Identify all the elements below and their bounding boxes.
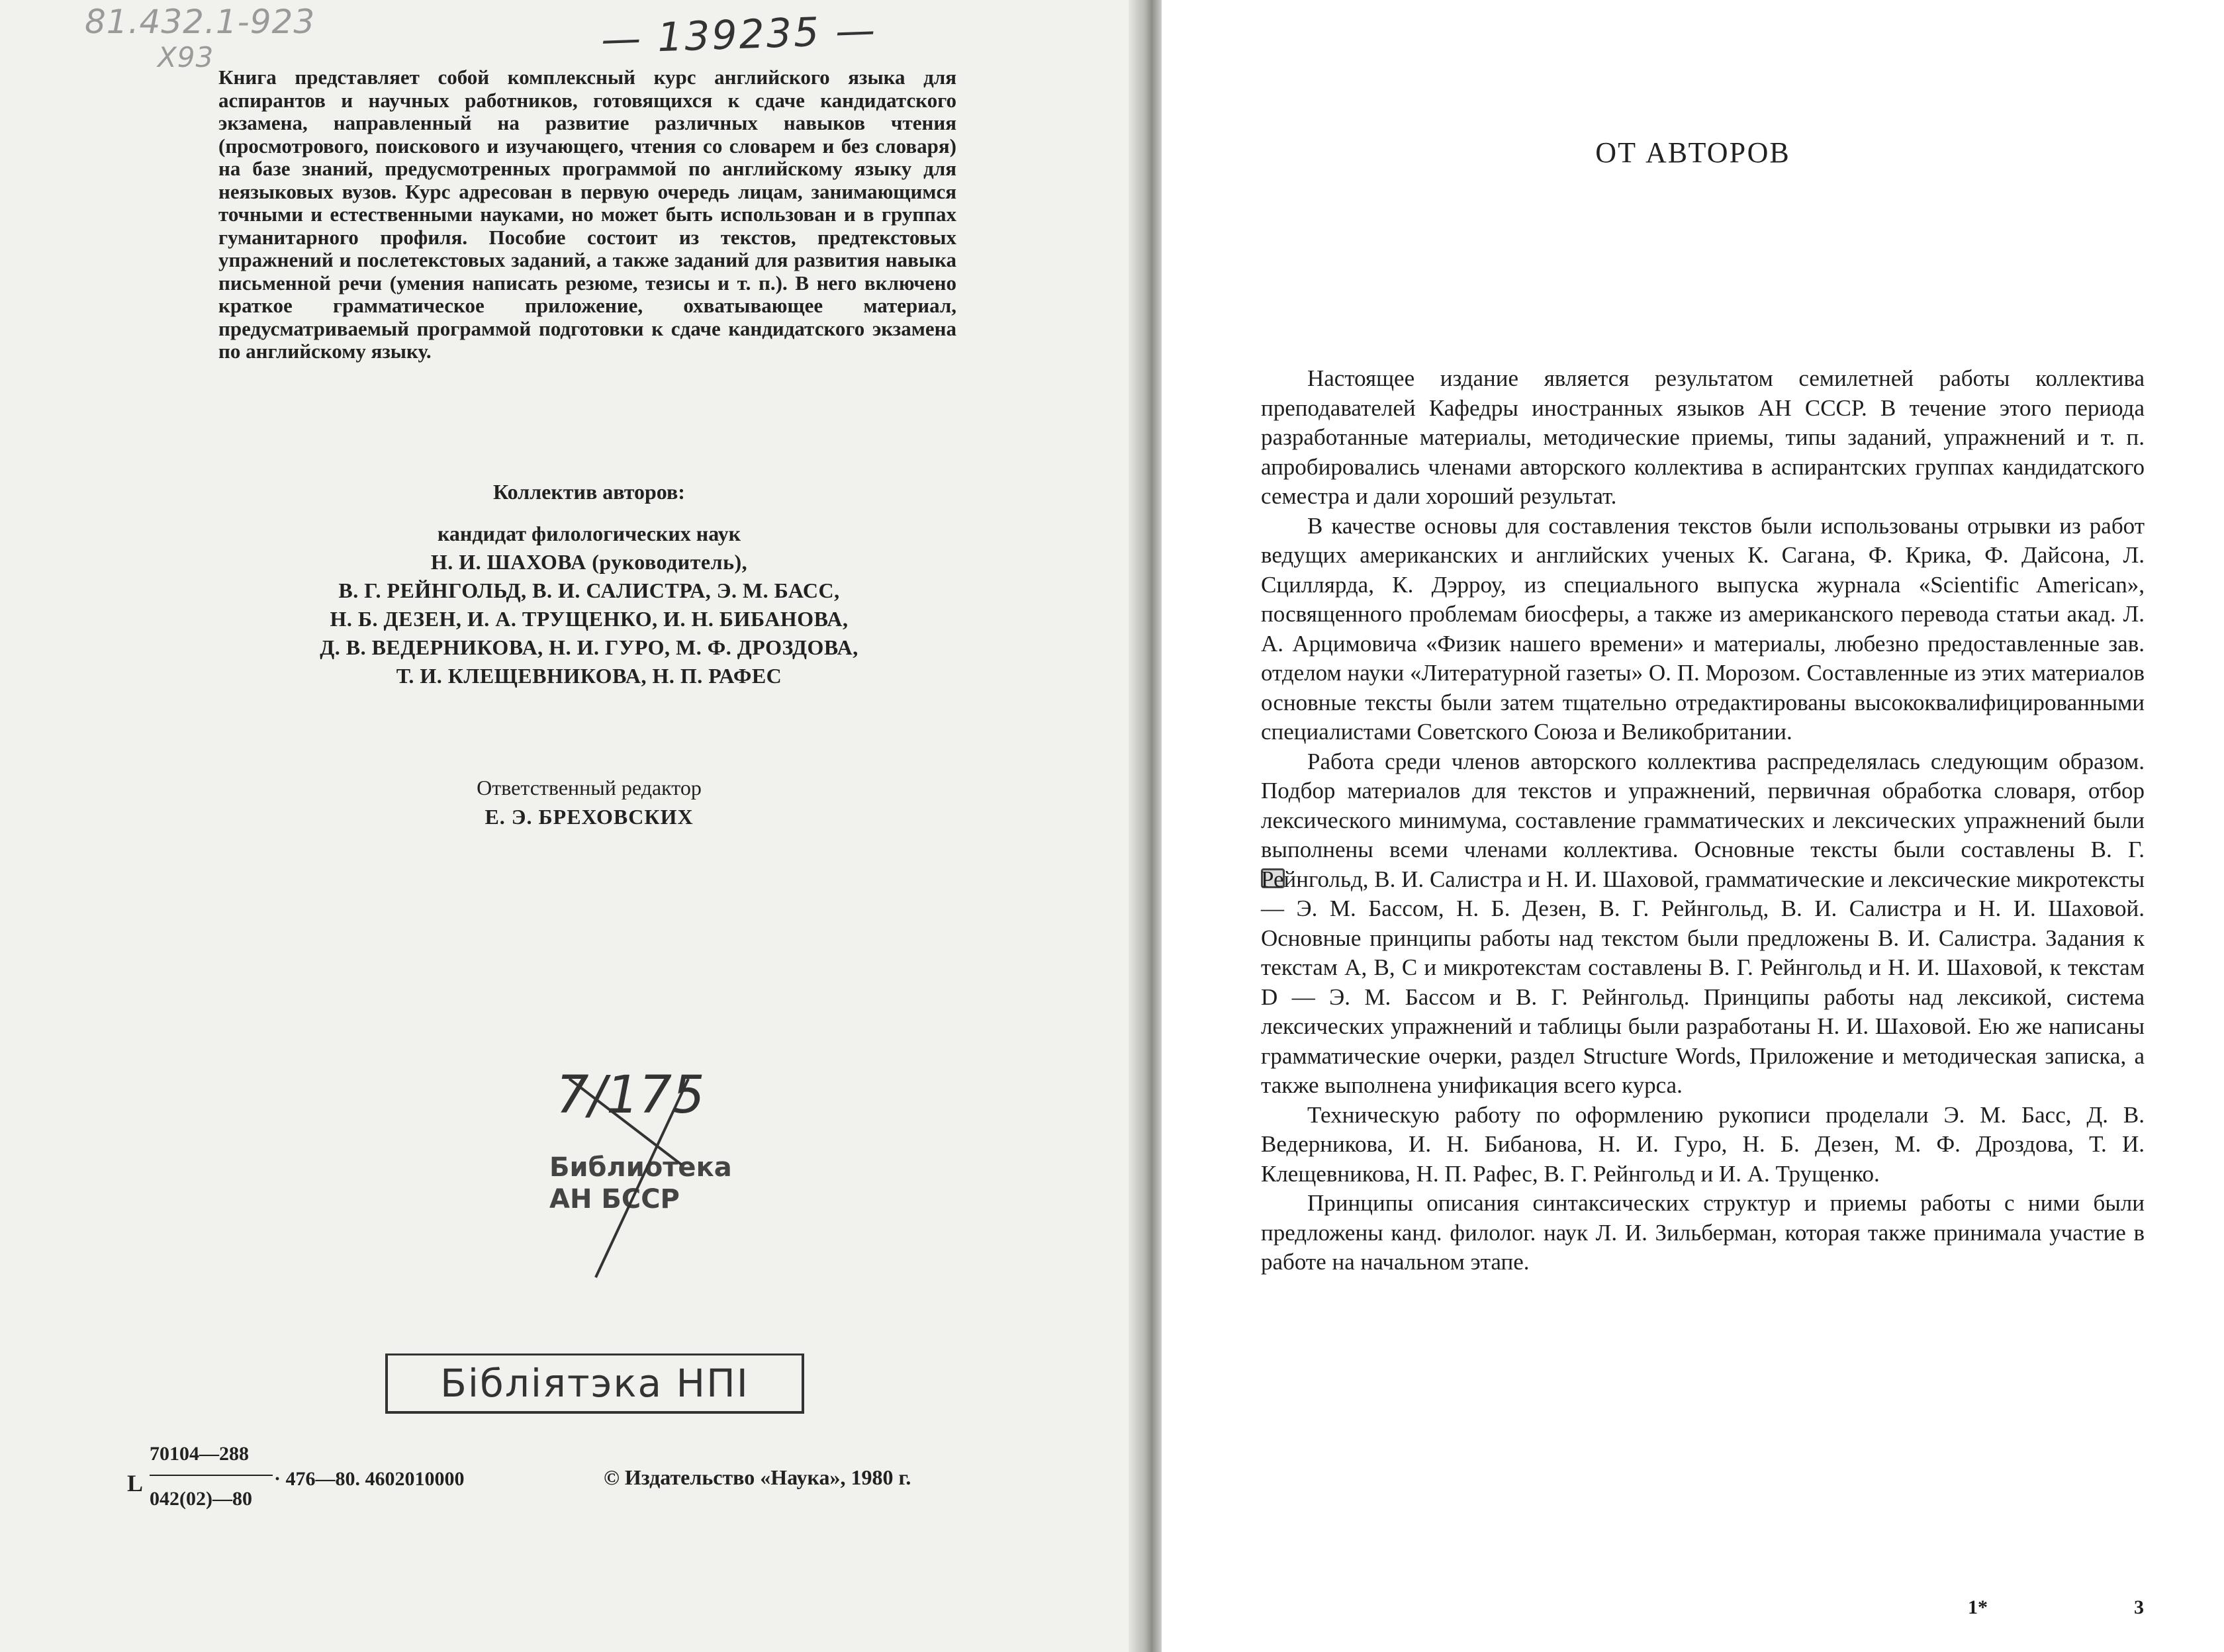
library-box-stamp: Бібліятэка НПІ [385,1354,804,1414]
shelf-code-handwritten: 81.432.1-923 [85,3,316,41]
imprint-rest: · 476—80. 4602010000 [274,1468,465,1490]
fraction-bar [150,1475,273,1476]
author-line: Д. В. ВЕДЕРНИКОВА, Н. И. ГУРО, М. Ф. ДРОЗДОВА, [320,635,858,659]
imprint-numerator: 70104—288 [150,1443,249,1465]
author-line: Т. И. КЛЕЩЕВНИКОВА, Н. П. РАФЕС [396,664,782,688]
library-stamp [530,1066,748,1284]
imprint-denominator: 042(02)—80 [150,1488,252,1510]
page-number: 3 [2134,1596,2144,1618]
author-line: Н. Б. ДЕЗЕН, И. А. ТРУЩЕНКО, И. Н. БИБАНОВА, [330,607,849,631]
preface-paragraph: Техническую работу по оформлению рукописи проделали Э. М. Басс, Д. В. Ведерникова, И. Н. Бибанова, Н. И. Гуро, Н. Б. Дезен, М. Ф. Дроздова, Т. И. Клещевникова, Н. П. Рафес, В. Г. Рейнгольд и И. А. Трущенко. [1261,1101,2145,1187]
signature-mark: 1* [1968,1596,1988,1618]
library-stamp-number: 7/175 [556,1066,705,1125]
preface-body [1261,364,2145,1277]
preface-paragraph: Принципы описания синтаксических структур и приемы работы с ними были предложены канд. филолог. наук Л. И. Зильберман, которая также принимала участие в работе на начальном этапе. [1261,1190,2145,1275]
library-stamp-line2: АН БССР [549,1184,680,1215]
page-title: ОТ АВТОРОВ [1595,136,1790,169]
authors-label: Коллектив авторов: [493,480,685,504]
editor-name: Е. Э. БРЕХОВСКИХ [485,805,694,829]
preface-paragraph: Настоящее издание является результатом семилетней работы коллектива преподавателей Кафедры иностранных языков АН СССР. В течение этого периода разработанные материалы, методические приемы, типы заданий, упражнений и т. п. апробировались членами авторского коллектива в аспирантских группах кандидатского семестра и дали хороший результат. [1261,365,2145,509]
editor-block [199,773,980,831]
stamp-strike-lines [530,1066,748,1284]
shelf-code2-handwritten: X93 [158,41,214,73]
abstract-text: Книга представляет собой комплексный курс английского языка для аспирантов и научных работников, готовящихся к сдаче кандидатского экзамена, направленный на развитие различных навыков чтения (просмотрового, поискового и изучающего, чтения со словарем и без словаря) на базе знаний, предусмотренных программой по английскому языку для неязыковых вузов. Курс адресован в первую очередь лицам, занимающимся точными и естественными науками, но может быть использован и в группах гуманитарного профиля. Пособие состоит из текстов, предтекстовых упражнений и послетекстовых заданий, а также заданий для развития навыка письменной речи (умения написать резюме, тезисы и т. п.). В него включено краткое грамматическое приложение, охватывающее материал, предусматриваемый программой подготовки к сдаче кандидатского экзамена по английскому языку. [218,66,956,363]
inventory-number-handwritten: — 139235 — [600,7,878,64]
authors-block [199,478,980,690]
lead-author: Н. И. ШАХОВА (руководитель), [430,550,748,574]
author-degree: кандидат филологических наук [437,522,741,545]
library-stamp-line1: Библиотека [549,1152,732,1183]
imprint-letter: L [127,1470,144,1496]
preface-paragraph: В качестве основы для составления текстов были использованы отрывки из работ ведущих американских и английских ученых К. Сагана, Ф. Крика, Ф. Дайсона, Л. Сциллярда, К. Дэрроу, из специального выпуска журнала «Scientific American», посвященного проблемам биосферы, а также из американского перевода статьи акад. Л. А. Арцимовича «Физик нашего времени» и материалы, любезно предоставленные зав. отделом науки «Литературной газеты» О. П. Морозом. Составленные из этих материалов основные тексты были затем тщательно отредактированы высококвалифицированными специалистами Советского Союза и Великобритании. [1261,512,2145,745]
copyright-line: © Издательство «Наука», 1980 г. [604,1465,911,1489]
author-line: В. Г. РЕЙНГОЛЬД, В. И. САЛИСТРА, Э. М. БАСС, [338,578,840,602]
editor-label: Ответственный редактор [477,776,702,800]
preface-paragraph: Работа среди членов авторского коллектива распределялась следующим образом. Подбор материалов для текстов и упражнений, первичная обработка словаря, отбор лексического минимума, составление грамматических и лексических упражнений были выполнены всеми членами коллектива. Основные тексты были составлены В. Г. Рейнгольд, В. И. Салистра и Н. И. Шаховой, грамматические и лексические микротексты — Э. М. Бассом, Н. Б. Дезен, В. Г. Рейнгольд, В. И. Салистра и Н. И. Шаховой. Основные принципы работы над текстом были предложены В. И. Салистра. Задания к текстам А, В, С и микротекстам составлены В. Г. Рейнгольд и Н. И. Шаховой, к текстам D — Э. М. Бассом и В. Г. Рейнгольд. Принципы работы над лексикой, система лексических упражнений и таблицы были разработаны Н. И. Шаховой. Ею же написаны грамматические очерки, раздел Structure Words, Приложение и методическая записка, а также выполнена унификация всего курса. [1261,748,2145,1098]
